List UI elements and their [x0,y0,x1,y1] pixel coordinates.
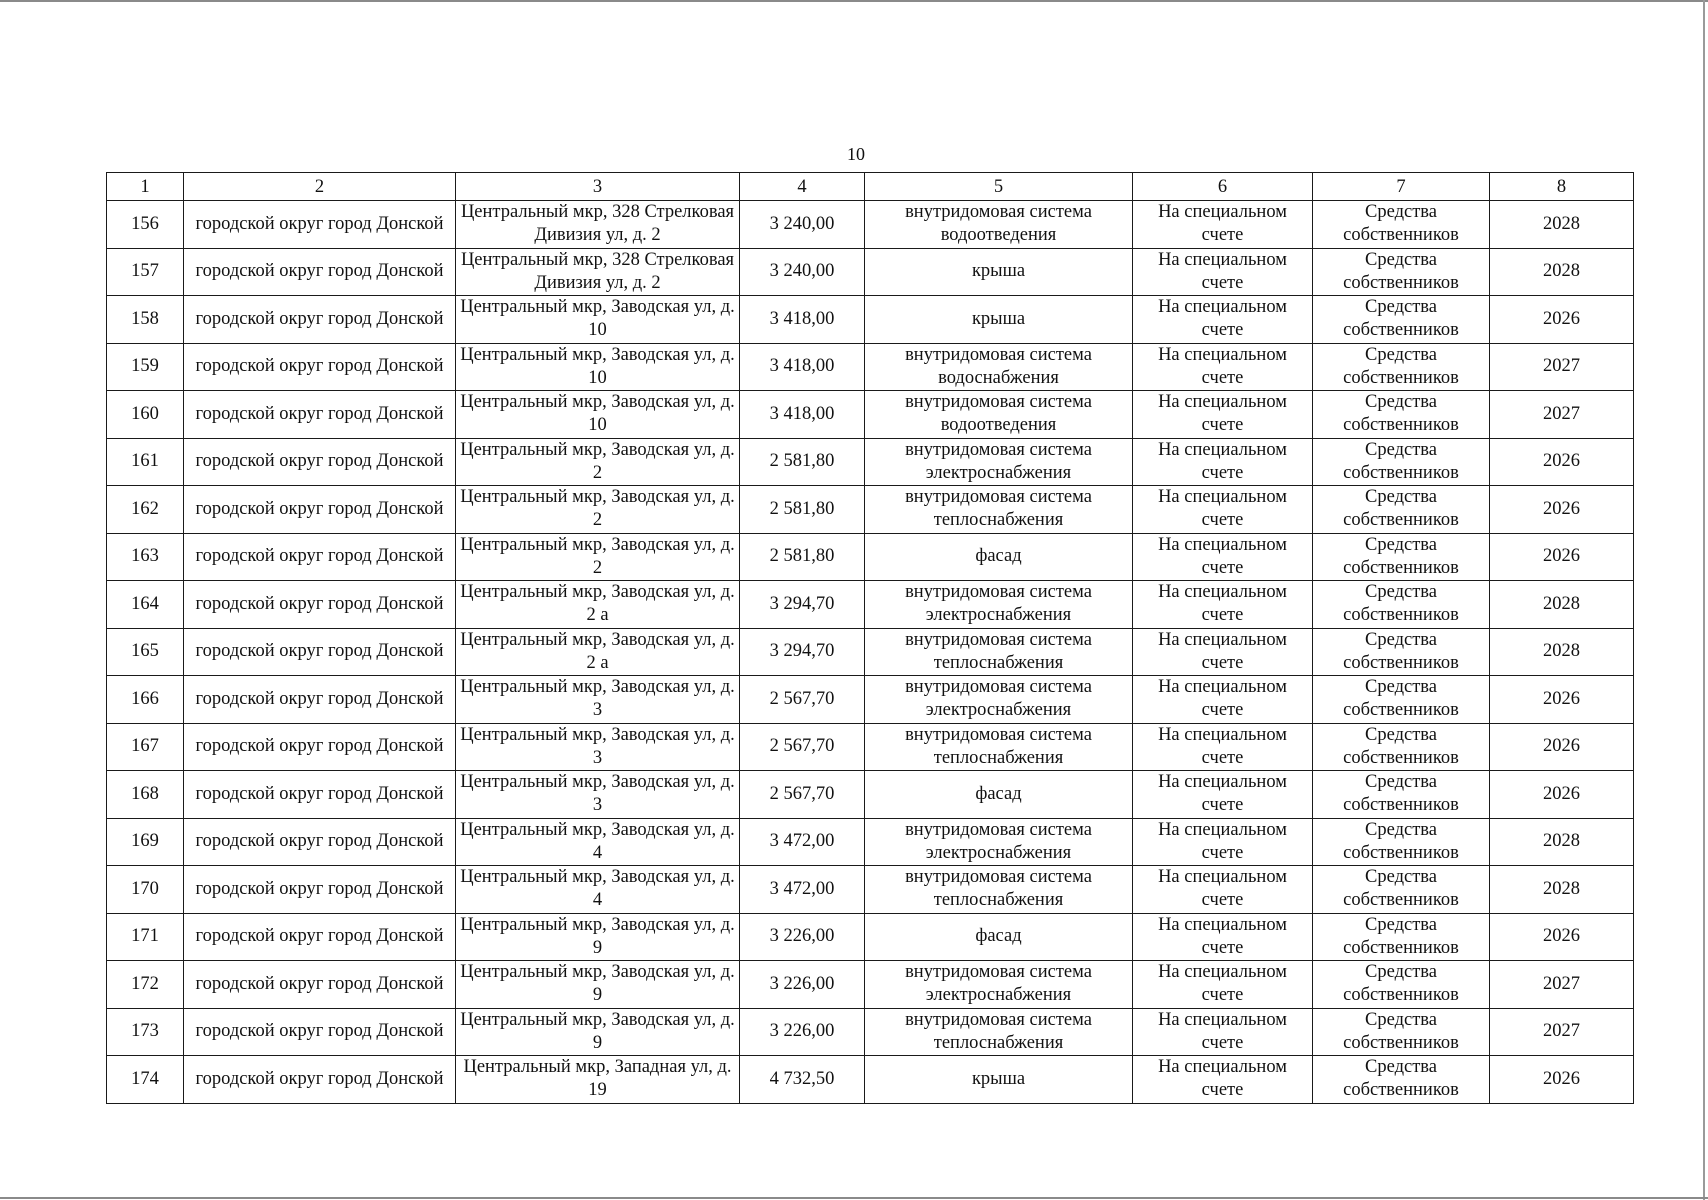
table-row [107,771,1634,819]
municipality-cell: городской округ город Донской [184,771,456,819]
table-row [107,201,1634,249]
funding-source-cell: Средства собственников [1313,1056,1490,1104]
table-row [107,486,1634,534]
funding-source-cell: Средства собственников [1313,438,1490,486]
scan-edge-bottom [0,1197,1708,1199]
work-type-cell: фасад [865,533,1133,581]
year-cell: 2028 [1490,628,1634,676]
funding-source-cell: Средства собственников [1313,771,1490,819]
row-number-cell: 164 [107,581,184,629]
work-type-cell: внутридомовая система теплоснабжения [865,866,1133,914]
row-number-cell: 172 [107,961,184,1009]
work-type-cell: фасад [865,771,1133,819]
address-cell: Центральный мкр, Заводская ул, д. 2 [456,486,740,534]
work-type-cell: внутридомовая система водоснабжения [865,343,1133,391]
municipality-cell: городской округ город Донской [184,533,456,581]
work-type-cell: внутридомовая система электроснабжения [865,581,1133,629]
address-cell: Центральный мкр, Заводская ул, д. 4 [456,866,740,914]
table-row [107,628,1634,676]
year-cell: 2027 [1490,343,1634,391]
area-cell: 2 567,70 [740,723,865,771]
area-cell: 3 226,00 [740,913,865,961]
municipality-cell: городской округ город Донской [184,486,456,534]
header-cell: 3 [456,173,740,201]
address-cell: Центральный мкр, Заводская ул, д. 9 [456,1008,740,1056]
municipality-cell: городской округ город Донской [184,296,456,344]
table-row [107,248,1634,296]
table-row [107,438,1634,486]
area-cell: 2 581,80 [740,438,865,486]
address-cell: Центральный мкр, Заводская ул, д. 10 [456,296,740,344]
year-cell: 2028 [1490,581,1634,629]
work-type-cell: внутридомовая система электроснабжения [865,818,1133,866]
table-row [107,1008,1634,1056]
year-cell: 2026 [1490,676,1634,724]
area-cell: 3 418,00 [740,391,865,439]
area-cell: 2 567,70 [740,771,865,819]
year-cell: 2027 [1490,1008,1634,1056]
header-cell: 2 [184,173,456,201]
year-cell: 2026 [1490,771,1634,819]
year-cell: 2026 [1490,438,1634,486]
table-row [107,391,1634,439]
row-number-cell: 171 [107,913,184,961]
address-cell: Центральный мкр, 328 Стрелковая Дивизия ул, д. 2 [456,201,740,249]
row-number-cell: 173 [107,1008,184,1056]
scan-edge-top [0,0,1708,2]
area-cell: 3 294,70 [740,628,865,676]
fund-method-cell: На специальном счете [1133,818,1313,866]
row-number-cell: 156 [107,201,184,249]
table-row [107,723,1634,771]
register-table [106,172,1634,1104]
row-number-cell: 166 [107,676,184,724]
work-type-cell: внутридомовая система электроснабжения [865,676,1133,724]
year-cell: 2026 [1490,296,1634,344]
funding-source-cell: Средства собственников [1313,818,1490,866]
fund-method-cell: На специальном счете [1133,1056,1313,1104]
header-cell: 6 [1133,173,1313,201]
address-cell: Центральный мкр, Заводская ул, д. 3 [456,676,740,724]
work-type-cell: крыша [865,1056,1133,1104]
work-type-cell: внутридомовая система теплоснабжения [865,628,1133,676]
year-cell: 2028 [1490,818,1634,866]
funding-source-cell: Средства собственников [1313,296,1490,344]
fund-method-cell: На специальном счете [1133,961,1313,1009]
municipality-cell: городской округ город Донской [184,628,456,676]
funding-source-cell: Средства собственников [1313,343,1490,391]
address-cell: Центральный мкр, Западная ул, д. 19 [456,1056,740,1104]
work-type-cell: крыша [865,296,1133,344]
header-cell: 7 [1313,173,1490,201]
fund-method-cell: На специальном счете [1133,913,1313,961]
row-number-cell: 167 [107,723,184,771]
fund-method-cell: На специальном счете [1133,676,1313,724]
address-cell: Центральный мкр, Заводская ул, д. 2 [456,533,740,581]
table-row [107,866,1634,914]
table-row [107,343,1634,391]
table-row [107,818,1634,866]
funding-source-cell: Средства собственников [1313,961,1490,1009]
municipality-cell: городской округ город Донской [184,676,456,724]
fund-method-cell: На специальном счете [1133,343,1313,391]
area-cell: 2 581,80 [740,486,865,534]
municipality-cell: городской округ город Донской [184,866,456,914]
municipality-cell: городской округ город Донской [184,1056,456,1104]
work-type-cell: внутридомовая система теплоснабжения [865,486,1133,534]
municipality-cell: городской округ город Донской [184,343,456,391]
row-number-cell: 161 [107,438,184,486]
address-cell: Центральный мкр, Заводская ул, д. 10 [456,343,740,391]
fund-method-cell: На специальном счете [1133,391,1313,439]
work-type-cell: внутридомовая система электроснабжения [865,961,1133,1009]
funding-source-cell: Средства собственников [1313,201,1490,249]
area-cell: 3 240,00 [740,248,865,296]
fund-method-cell: На специальном счете [1133,248,1313,296]
address-cell: Центральный мкр, Заводская ул, д. 9 [456,913,740,961]
row-number-cell: 157 [107,248,184,296]
header-cell: 4 [740,173,865,201]
scan-edge-right [1703,0,1705,1200]
year-cell: 2028 [1490,866,1634,914]
municipality-cell: городской округ город Донской [184,818,456,866]
work-type-cell: внутридомовая система теплоснабжения [865,723,1133,771]
area-cell: 3 418,00 [740,343,865,391]
work-type-cell: внутридомовая система водоотведения [865,391,1133,439]
address-cell: Центральный мкр, Заводская ул, д. 2 а [456,581,740,629]
funding-source-cell: Средства собственников [1313,391,1490,439]
row-number-cell: 169 [107,818,184,866]
address-cell: Центральный мкр, Заводская ул, д. 4 [456,818,740,866]
row-number-cell: 163 [107,533,184,581]
address-cell: Центральный мкр, Заводская ул, д. 10 [456,391,740,439]
area-cell: 2 581,80 [740,533,865,581]
row-number-cell: 162 [107,486,184,534]
municipality-cell: городской округ город Донской [184,248,456,296]
fund-method-cell: На специальном счете [1133,1008,1313,1056]
municipality-cell: городской округ город Донской [184,581,456,629]
fund-method-cell: На специальном счете [1133,533,1313,581]
table-row [107,533,1634,581]
year-cell: 2027 [1490,961,1634,1009]
funding-source-cell: Средства собственников [1313,866,1490,914]
year-cell: 2026 [1490,913,1634,961]
area-cell: 3 294,70 [740,581,865,629]
area-cell: 3 226,00 [740,1008,865,1056]
funding-source-cell: Средства собственников [1313,581,1490,629]
header-cell: 5 [865,173,1133,201]
year-cell: 2026 [1490,533,1634,581]
fund-method-cell: На специальном счете [1133,723,1313,771]
municipality-cell: городской округ город Донской [184,1008,456,1056]
table-row [107,961,1634,1009]
work-type-cell: фасад [865,913,1133,961]
row-number-cell: 165 [107,628,184,676]
municipality-cell: городской округ город Донской [184,201,456,249]
page-number: 10 [847,144,865,164]
funding-source-cell: Средства собственников [1313,533,1490,581]
header-cell: 1 [107,173,184,201]
header-row [107,173,1634,201]
year-cell: 2028 [1490,201,1634,249]
funding-source-cell: Средства собственников [1313,723,1490,771]
municipality-cell: городской округ город Донской [184,913,456,961]
address-cell: Центральный мкр, Заводская ул, д. 2 [456,438,740,486]
header-cell: 8 [1490,173,1634,201]
municipality-cell: городской округ город Донской [184,438,456,486]
work-type-cell: крыша [865,248,1133,296]
year-cell: 2027 [1490,391,1634,439]
funding-source-cell: Средства собственников [1313,486,1490,534]
fund-method-cell: На специальном счете [1133,771,1313,819]
row-number-cell: 158 [107,296,184,344]
work-type-cell: внутридомовая система электроснабжения [865,438,1133,486]
fund-method-cell: На специальном счете [1133,866,1313,914]
work-type-cell: внутридомовая система теплоснабжения [865,1008,1133,1056]
row-number-cell: 168 [107,771,184,819]
work-type-cell: внутридомовая система водоотведения [865,201,1133,249]
table-row [107,581,1634,629]
table-row [107,1056,1634,1104]
funding-source-cell: Средства собственников [1313,628,1490,676]
row-number-cell: 170 [107,866,184,914]
row-number-cell: 160 [107,391,184,439]
fund-method-cell: На специальном счете [1133,296,1313,344]
fund-method-cell: На специальном счете [1133,628,1313,676]
year-cell: 2028 [1490,248,1634,296]
fund-method-cell: На специальном счете [1133,486,1313,534]
fund-method-cell: На специальном счете [1133,201,1313,249]
area-cell: 3 472,00 [740,866,865,914]
address-cell: Центральный мкр, 328 Стрелковая Дивизия ул, д. 2 [456,248,740,296]
address-cell: Центральный мкр, Заводская ул, д. 9 [456,961,740,1009]
year-cell: 2026 [1490,1056,1634,1104]
address-cell: Центральный мкр, Заводская ул, д. 2 а [456,628,740,676]
funding-source-cell: Средства собственников [1313,248,1490,296]
address-cell: Центральный мкр, Заводская ул, д. 3 [456,771,740,819]
funding-source-cell: Средства собственников [1313,676,1490,724]
year-cell: 2026 [1490,486,1634,534]
table-row [107,676,1634,724]
funding-source-cell: Средства собственников [1313,913,1490,961]
area-cell: 3 226,00 [740,961,865,1009]
municipality-cell: городской округ город Донской [184,961,456,1009]
fund-method-cell: На специальном счете [1133,438,1313,486]
area-cell: 3 472,00 [740,818,865,866]
funding-source-cell: Средства собственников [1313,1008,1490,1056]
area-cell: 3 240,00 [740,201,865,249]
area-cell: 3 418,00 [740,296,865,344]
table-row [107,913,1634,961]
row-number-cell: 159 [107,343,184,391]
table-row [107,296,1634,344]
municipality-cell: городской округ город Донской [184,391,456,439]
address-cell: Центральный мкр, Заводская ул, д. 3 [456,723,740,771]
area-cell: 4 732,50 [740,1056,865,1104]
municipality-cell: городской округ город Донской [184,723,456,771]
row-number-cell: 174 [107,1056,184,1104]
area-cell: 2 567,70 [740,676,865,724]
year-cell: 2026 [1490,723,1634,771]
fund-method-cell: На специальном счете [1133,581,1313,629]
